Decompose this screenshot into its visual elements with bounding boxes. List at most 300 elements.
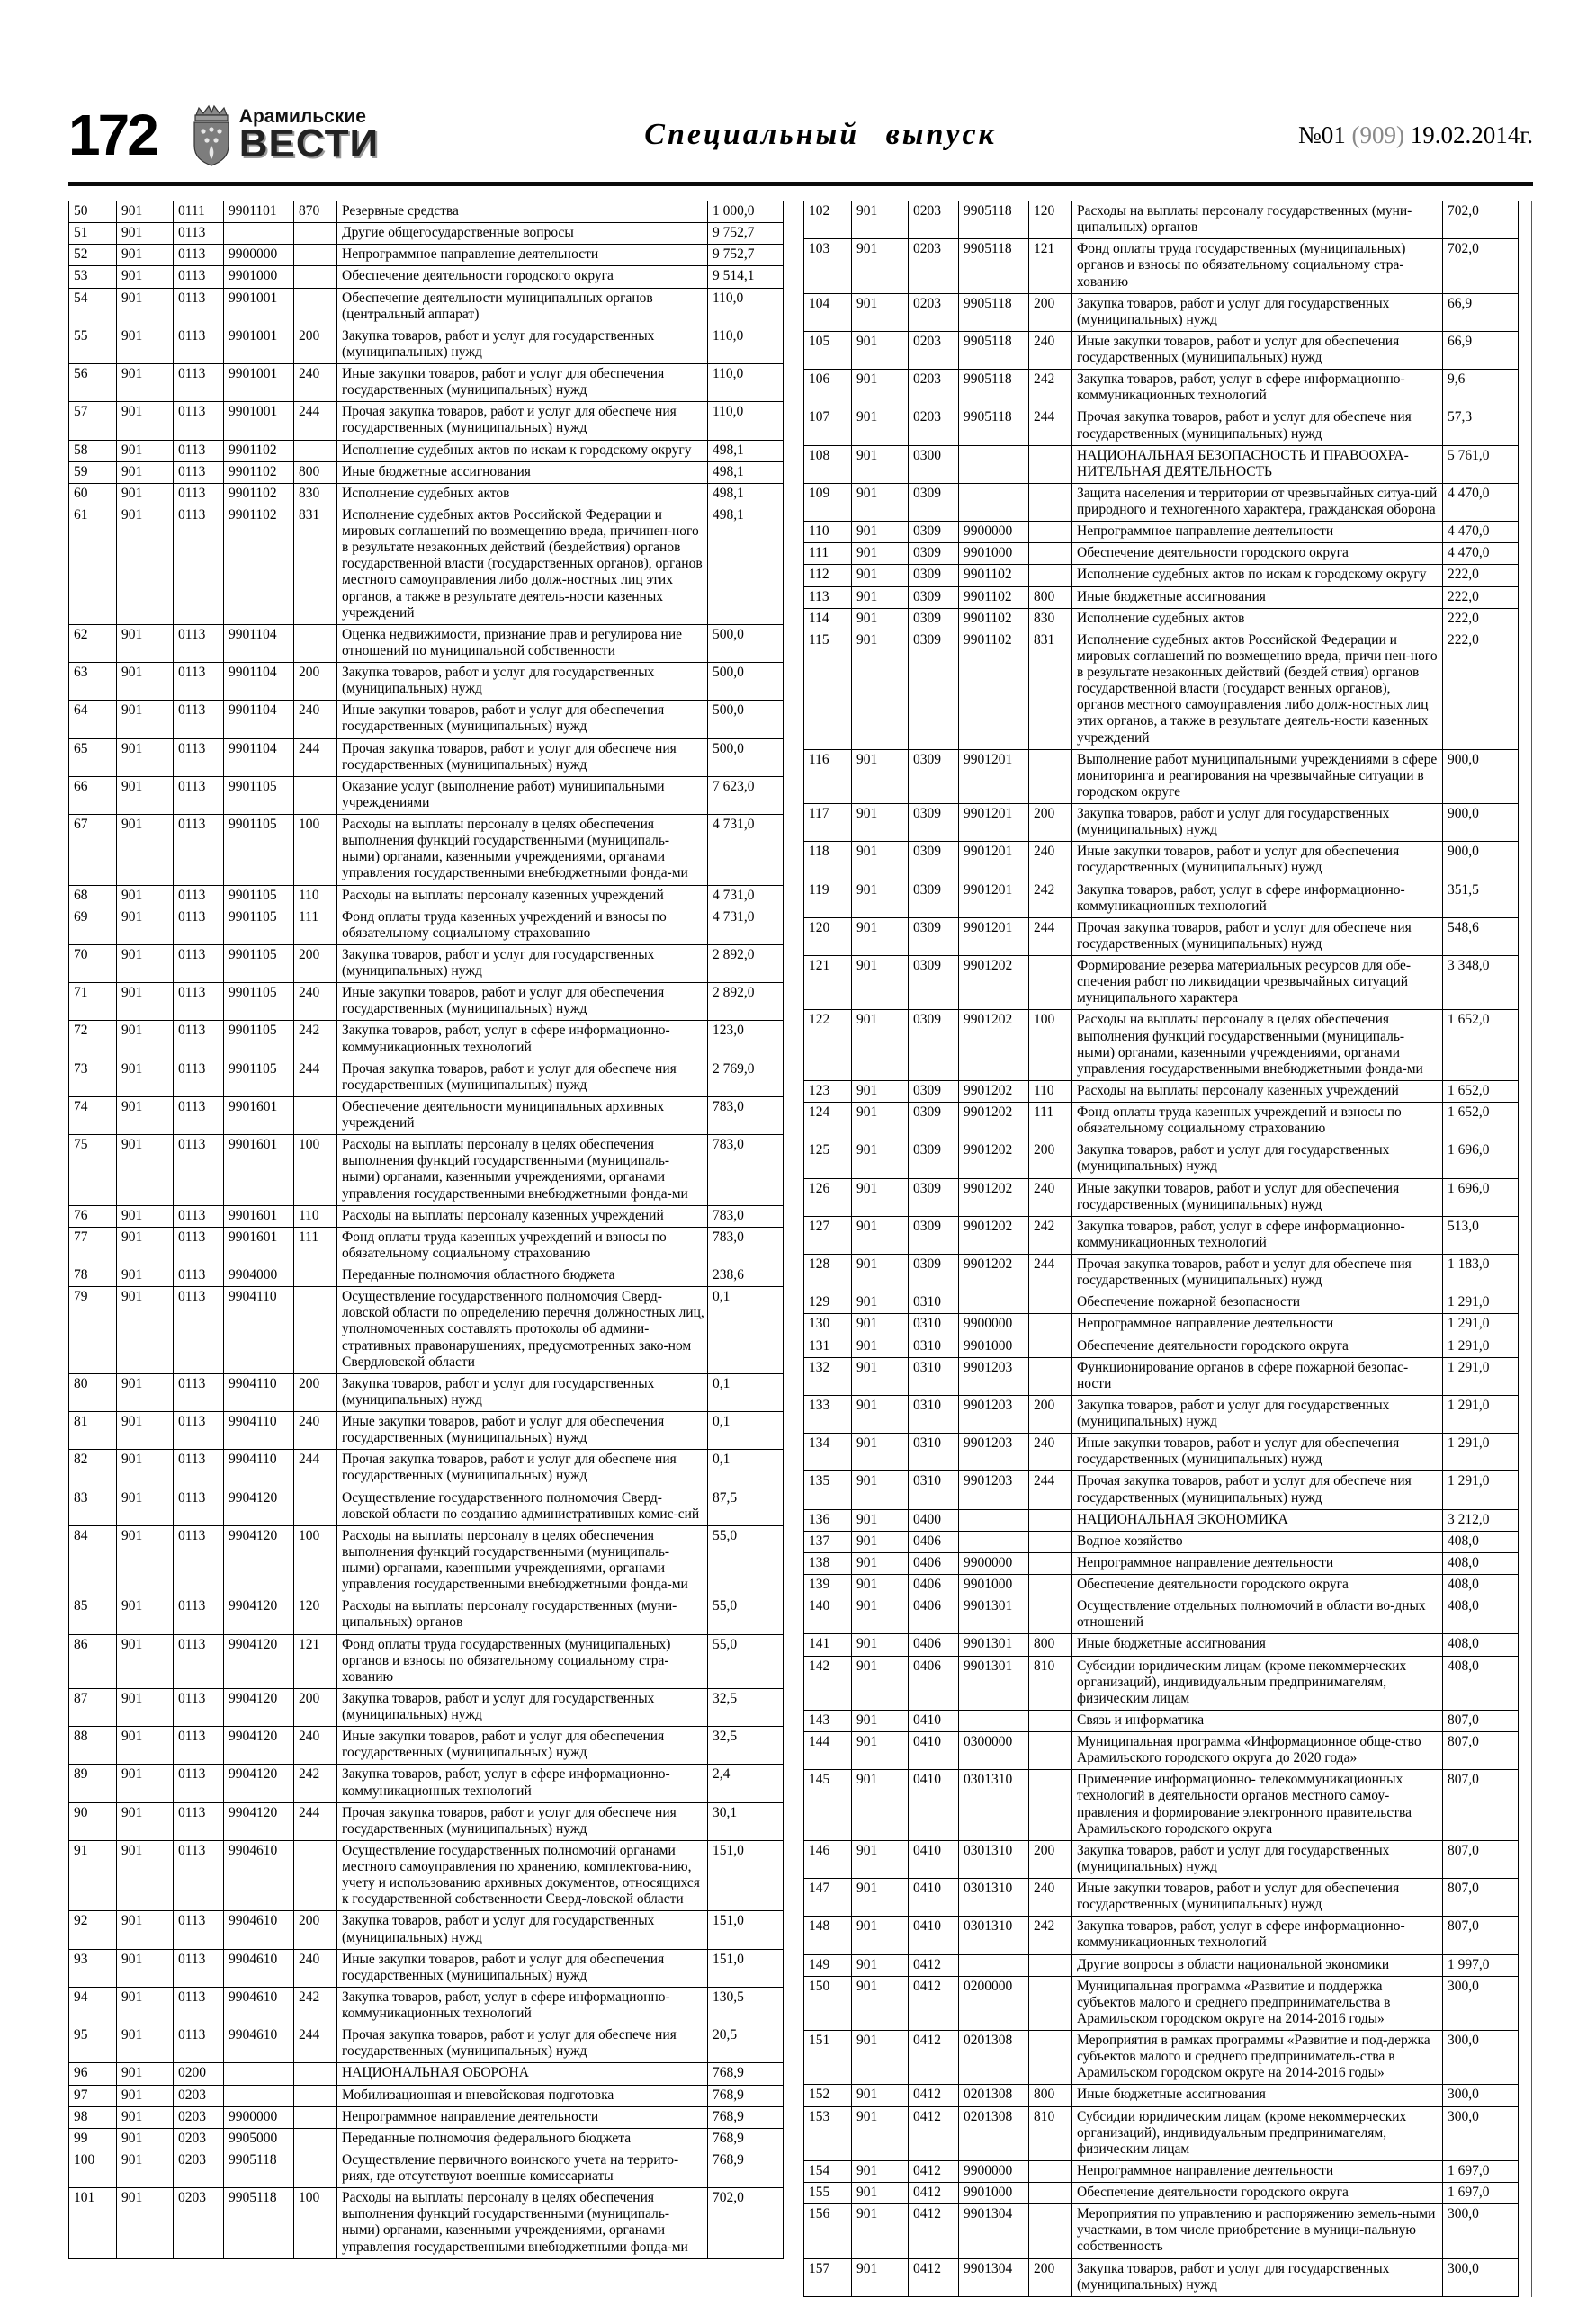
budget-table-left-body <box>69 201 784 2259</box>
cell-row-number: 56 <box>69 364 117 402</box>
cell-grbs-code: 901 <box>852 1954 909 1976</box>
cell-grbs-code: 901 <box>852 880 909 917</box>
cell-expense-name: Мероприятия по управлению и распоряжению земель-ными участками, в том числе приобретение в муници-пальную собственность <box>1072 2204 1443 2258</box>
cell-amount: 498,1 <box>708 440 784 461</box>
cell-section-code: 0309 <box>909 483 959 521</box>
cell-expense-name: Исполнение судебных актов по искам к городскому округу <box>1072 565 1443 586</box>
cell-target-article: 9901202 <box>959 1103 1029 1140</box>
cell-target-article: 9905118 <box>959 293 1029 331</box>
cell-expense-type: 200 <box>294 1911 337 1949</box>
table-row <box>69 1265 784 1287</box>
cell-target-article: 0301310 <box>959 1917 1029 1954</box>
cell-expense-type <box>294 2106 337 2128</box>
cell-section-code: 0111 <box>174 201 224 223</box>
cell-amount: 151,0 <box>708 1949 784 1987</box>
cell-amount: 548,6 <box>1443 917 1519 955</box>
cell-expense-name: Фонд оплаты труда казенных учреждений и взносы по обязательному социальному страхованию <box>337 907 708 944</box>
cell-expense-name: Расходы на выплаты персоналу казенных учреждений <box>1072 1080 1443 1102</box>
cell-section-code: 0113 <box>174 1765 224 1802</box>
cell-row-number: 69 <box>69 907 117 944</box>
cell-expense-type <box>1029 1336 1072 1357</box>
cell-row-number: 86 <box>69 1634 117 1688</box>
cell-expense-type <box>1029 1976 1072 2030</box>
cell-row-number: 155 <box>804 2183 852 2204</box>
cell-grbs-code: 901 <box>117 1205 174 1227</box>
table-row <box>804 1103 1519 1140</box>
cell-expense-name: Закупка товаров, работ и услуг для государственных (муниципальных) нужд <box>337 1688 708 1726</box>
cell-target-article: 9901104 <box>224 663 294 701</box>
issue-info <box>1298 121 1533 149</box>
table-row <box>804 608 1519 630</box>
table-row <box>804 1976 1519 2030</box>
table-row <box>804 1471 1519 1509</box>
cell-section-code: 0412 <box>909 1976 959 2030</box>
cell-row-number: 133 <box>804 1395 852 1433</box>
table-row <box>69 201 784 223</box>
cell-row-number: 132 <box>804 1357 852 1395</box>
cell-section-code: 0113 <box>174 288 224 326</box>
cell-grbs-code: 901 <box>852 842 909 880</box>
cell-amount: 5 761,0 <box>1443 445 1519 483</box>
coat-of-arms-icon <box>187 103 236 167</box>
cell-expense-name: Обеспечение пожарной безопасности <box>1072 1292 1443 1314</box>
cell-grbs-code: 901 <box>852 2183 909 2204</box>
cell-amount: 4 470,0 <box>1443 483 1519 521</box>
cell-grbs-code: 901 <box>117 505 174 624</box>
cell-row-number: 89 <box>69 1765 117 1802</box>
cell-expense-name: Связь и информатика <box>1072 1710 1443 1731</box>
table-row <box>804 880 1519 917</box>
right-margin-rule <box>1531 201 1532 2297</box>
cell-expense-name: Обеспечение деятельности городского округа <box>337 266 708 288</box>
cell-expense-name: Водное хозяйство <box>1072 1531 1443 1552</box>
cell-amount: 66,9 <box>1443 331 1519 369</box>
cell-row-number: 71 <box>69 983 117 1021</box>
cell-section-code: 0113 <box>174 885 224 907</box>
cell-row-number: 80 <box>69 1373 117 1411</box>
cell-amount: 222,0 <box>1443 565 1519 586</box>
cell-row-number: 123 <box>804 1080 852 1102</box>
cell-section-code: 0113 <box>174 1059 224 1096</box>
masthead-title-bottom: ВЕСТИ <box>238 121 380 166</box>
cell-amount: 300,0 <box>1443 2106 1519 2160</box>
cell-row-number: 66 <box>69 776 117 814</box>
cell-row-number: 76 <box>69 1205 117 1227</box>
cell-grbs-code: 901 <box>117 223 174 245</box>
cell-grbs-code: 901 <box>852 1879 909 1917</box>
cell-section-code: 0113 <box>174 1802 224 1840</box>
cell-expense-name: Иные бюджетные ассигнования <box>1072 2085 1443 2106</box>
cell-target-article: 9901105 <box>224 944 294 982</box>
cell-row-number: 144 <box>804 1732 852 1770</box>
cell-grbs-code: 901 <box>852 804 909 842</box>
cell-section-code: 0410 <box>909 1710 959 1731</box>
cell-expense-type <box>1029 1710 1072 1731</box>
cell-amount: 1 652,0 <box>1443 1080 1519 1102</box>
cell-expense-type <box>1029 1732 1072 1770</box>
cell-amount: 2 892,0 <box>708 944 784 982</box>
cell-row-number: 147 <box>804 1879 852 1917</box>
cell-target-article: 9901000 <box>959 1336 1029 1357</box>
cell-expense-type: 200 <box>1029 1840 1072 1878</box>
cell-amount: 9,6 <box>1443 370 1519 407</box>
cell-grbs-code: 901 <box>117 2188 174 2259</box>
cell-row-number: 118 <box>804 842 852 880</box>
cell-expense-name: Иные закупки товаров, работ и услуг для обеспечения государственных (муниципальных) нужд <box>337 983 708 1021</box>
cell-row-number: 79 <box>69 1287 117 1374</box>
cell-expense-name: Обеспечение деятельности городского округа <box>1072 1575 1443 1596</box>
cell-expense-type <box>1029 483 1072 521</box>
cell-expense-name: Иные закупки товаров, работ и услуг для обеспечения государственных (муниципальных) нужд <box>1072 331 1443 369</box>
cell-expense-name: Мероприятия в рамках программы «Развитие и под-держка субъектов малого и среднего предприниматель-ства в Арамильском городском округе на 2014-2016 годы» <box>1072 2031 1443 2085</box>
cell-expense-name: Фонд оплаты труда казенных учреждений и взносы по обязательному социальному страхованию <box>337 1227 708 1265</box>
cell-row-number: 74 <box>69 1096 117 1134</box>
cell-section-code: 0200 <box>174 2063 224 2085</box>
table-row <box>69 701 784 738</box>
cell-target-article: 9901202 <box>959 1080 1029 1102</box>
cell-grbs-code: 901 <box>117 288 174 326</box>
cell-row-number: 154 <box>804 2160 852 2182</box>
table-row <box>69 2128 784 2150</box>
cell-grbs-code: 901 <box>117 776 174 814</box>
cell-section-code: 0309 <box>909 586 959 608</box>
cell-row-number: 137 <box>804 1531 852 1552</box>
cell-row-number: 125 <box>804 1140 852 1178</box>
cell-expense-name: Закупка товаров, работ и услуг для государственных (муниципальных) нужд <box>1072 804 1443 842</box>
cell-amount: 498,1 <box>708 505 784 624</box>
cell-amount: 300,0 <box>1443 1976 1519 2030</box>
cell-expense-name: Обеспечение деятельности муниципальных архивных учреждений <box>337 1096 708 1134</box>
cell-expense-type: 240 <box>294 1412 337 1450</box>
cell-target-article: 9900000 <box>224 2106 294 2128</box>
cell-amount: 1 291,0 <box>1443 1336 1519 1357</box>
cell-target-article: 9901001 <box>224 364 294 402</box>
cell-amount: 9 752,7 <box>708 223 784 245</box>
table-row <box>804 804 1519 842</box>
cell-expense-type <box>294 1265 337 1287</box>
cell-grbs-code: 901 <box>852 608 909 630</box>
cell-target-article: 9904000 <box>224 1265 294 1287</box>
table-row <box>804 630 1519 749</box>
cell-row-number: 130 <box>804 1314 852 1336</box>
cell-amount: 222,0 <box>1443 608 1519 630</box>
cell-target-article: 0301310 <box>959 1770 1029 1841</box>
cell-target-article: 9901301 <box>959 1596 1029 1634</box>
cell-row-number: 149 <box>804 1954 852 1976</box>
cell-amount: 768,9 <box>708 2150 784 2187</box>
cell-section-code: 0113 <box>174 1021 224 1059</box>
table-row <box>69 288 784 326</box>
cell-amount: 1 652,0 <box>1443 1103 1519 1140</box>
cell-target-article: 9905118 <box>959 370 1029 407</box>
table-row <box>69 2188 784 2259</box>
cell-row-number: 84 <box>69 1525 117 1596</box>
cell-section-code: 0113 <box>174 776 224 814</box>
table-row <box>69 776 784 814</box>
cell-section-code: 0309 <box>909 1216 959 1254</box>
cell-row-number: 63 <box>69 663 117 701</box>
cell-target-article: 9901102 <box>959 565 1029 586</box>
cell-row-number: 94 <box>69 1987 117 2025</box>
cell-amount: 807,0 <box>1443 1879 1519 1917</box>
cell-amount: 2 892,0 <box>708 983 784 1021</box>
cell-grbs-code: 901 <box>852 917 909 955</box>
cell-expense-type: 120 <box>1029 201 1072 239</box>
cell-section-code: 0310 <box>909 1395 959 1433</box>
table-row <box>69 1802 784 1840</box>
cell-section-code: 0113 <box>174 815 224 886</box>
cell-amount: 4 470,0 <box>1443 543 1519 565</box>
table-row <box>804 917 1519 955</box>
cell-target-article: 9901105 <box>224 983 294 1021</box>
cell-section-code: 0412 <box>909 2106 959 2160</box>
cell-amount: 498,1 <box>708 483 784 505</box>
cell-grbs-code: 901 <box>852 1634 909 1656</box>
table-row <box>69 1840 784 1911</box>
table-row <box>69 483 784 505</box>
cell-expense-type: 810 <box>1029 2106 1072 2160</box>
cell-target-article: 9901105 <box>224 1021 294 1059</box>
cell-expense-type <box>1029 749 1072 803</box>
cell-expense-type <box>1029 1552 1072 1574</box>
cell-target-article: 0200000 <box>959 1976 1029 2030</box>
cell-expense-type: 200 <box>294 326 337 363</box>
cell-target-article: 9904610 <box>224 1987 294 2025</box>
cell-amount: 807,0 <box>1443 1840 1519 1878</box>
cell-expense-name: Муниципальная программа «Развитие и поддержка субъектов малого и среднего предпринимательства в Арамильском городском округе на 2014-2016 годы» <box>1072 1976 1443 2030</box>
cell-expense-name: Закупка товаров, работ и услуг для государственных (муниципальных) нужд <box>337 663 708 701</box>
cell-expense-type: 244 <box>1029 1471 1072 1509</box>
cell-row-number: 107 <box>804 407 852 445</box>
cell-expense-type: 244 <box>294 402 337 440</box>
cell-expense-type <box>1029 2160 1072 2182</box>
cell-row-number: 93 <box>69 1949 117 1987</box>
cell-row-number: 116 <box>804 749 852 803</box>
cell-row-number: 75 <box>69 1135 117 1206</box>
cell-section-code: 0203 <box>174 2085 224 2106</box>
cell-expense-name: Иные закупки товаров, работ и услуг для обеспечения государственных (муниципальных) нужд <box>337 364 708 402</box>
cell-expense-name: Переданные полномочия федерального бюджета <box>337 2128 708 2150</box>
cell-target-article: 9904110 <box>224 1373 294 1411</box>
cell-row-number: 91 <box>69 1840 117 1911</box>
masthead-title-top: Арамильские <box>238 106 366 128</box>
cell-section-code: 0309 <box>909 1103 959 1140</box>
cell-amount: 87,5 <box>708 1488 784 1525</box>
cell-section-code: 0113 <box>174 2025 224 2063</box>
cell-section-code: 0113 <box>174 1840 224 1911</box>
cell-grbs-code: 901 <box>117 738 174 776</box>
cell-row-number: 103 <box>804 239 852 293</box>
cell-grbs-code: 901 <box>852 1710 909 1731</box>
cell-grbs-code: 901 <box>852 201 909 239</box>
cell-amount: 500,0 <box>708 624 784 662</box>
cell-section-code: 0410 <box>909 1732 959 1770</box>
cell-row-number: 111 <box>804 543 852 565</box>
cell-target-article: 9901301 <box>959 1634 1029 1656</box>
cell-amount: 900,0 <box>1443 749 1519 803</box>
cell-expense-type <box>1029 956 1072 1010</box>
cell-amount: 4 731,0 <box>708 885 784 907</box>
cell-expense-type: 240 <box>294 1949 337 1987</box>
cell-section-code: 0310 <box>909 1471 959 1509</box>
cell-target-article: 9905118 <box>959 239 1029 293</box>
table-row <box>69 1373 784 1411</box>
cell-target-article: 9901001 <box>224 402 294 440</box>
cell-amount: 32,5 <box>708 1727 784 1765</box>
cell-expense-name: Закупка товаров, работ, услуг в сфере информационно-коммуникационных технологий <box>1072 370 1443 407</box>
cell-expense-type: 800 <box>1029 2085 1072 2106</box>
cell-grbs-code: 901 <box>852 1010 909 1081</box>
cell-expense-type <box>294 2150 337 2187</box>
cell-row-number: 59 <box>69 461 117 483</box>
page-header <box>68 97 1533 173</box>
cell-expense-type: 244 <box>1029 1255 1072 1292</box>
cell-section-code: 0310 <box>909 1357 959 1395</box>
table-row <box>804 2085 1519 2106</box>
cell-expense-name: Закупка товаров, работ и услуг для государственных (муниципальных) нужд <box>1072 1840 1443 1878</box>
cell-row-number: 97 <box>69 2085 117 2106</box>
cell-row-number: 135 <box>804 1471 852 1509</box>
cell-amount: 66,9 <box>1443 293 1519 331</box>
cell-section-code: 0113 <box>174 1596 224 1634</box>
cell-section-code: 0113 <box>174 440 224 461</box>
cell-expense-name: Закупка товаров, работ и услуг для государственных (муниципальных) нужд <box>1072 1140 1443 1178</box>
cell-target-article: 0301310 <box>959 1879 1029 1917</box>
cell-grbs-code: 901 <box>852 1840 909 1878</box>
cell-expense-name: Закупка товаров, работ и услуг для государственных (муниципальных) нужд <box>337 1373 708 1411</box>
cell-grbs-code: 901 <box>117 1450 174 1488</box>
cell-target-article <box>959 483 1029 521</box>
table-row <box>69 266 784 288</box>
table-row <box>804 1732 1519 1770</box>
cell-amount: 1 291,0 <box>1443 1395 1519 1433</box>
cell-amount: 1 997,0 <box>1443 1954 1519 1976</box>
cell-grbs-code: 901 <box>852 1336 909 1357</box>
table-row <box>804 370 1519 407</box>
cell-row-number: 150 <box>804 1976 852 2030</box>
cell-expense-type: 800 <box>1029 1634 1072 1656</box>
table-row <box>69 815 784 886</box>
cell-grbs-code: 901 <box>117 2128 174 2150</box>
issue-date: 19.02.2014г. <box>1403 121 1533 148</box>
cell-expense-type: 120 <box>294 1596 337 1634</box>
table-row <box>804 1575 1519 1596</box>
cell-row-number: 152 <box>804 2085 852 2106</box>
cell-section-code: 0309 <box>909 522 959 543</box>
cell-expense-type <box>294 624 337 662</box>
table-row <box>804 1314 1519 1336</box>
cell-amount: 222,0 <box>1443 586 1519 608</box>
cell-target-article: 9901201 <box>959 917 1029 955</box>
table-row <box>804 2183 1519 2204</box>
cell-expense-name: НАЦИОНАЛЬНАЯ БЕЗОПАСНОСТЬ И ПРАВООХРА-НИТЕЛЬНАЯ ДЕЯТЕЛЬНОСТЬ <box>1072 445 1443 483</box>
cell-expense-type <box>294 2085 337 2106</box>
table-row <box>804 1509 1519 1531</box>
cell-row-number: 105 <box>804 331 852 369</box>
cell-grbs-code: 901 <box>852 407 909 445</box>
cell-expense-type: 111 <box>294 1227 337 1265</box>
cell-section-code: 0309 <box>909 543 959 565</box>
cell-grbs-code: 901 <box>852 1509 909 1531</box>
cell-expense-type: 240 <box>294 1727 337 1765</box>
cell-target-article: 9904110 <box>224 1412 294 1450</box>
table-row <box>804 1917 1519 1954</box>
cell-row-number: 114 <box>804 608 852 630</box>
cell-grbs-code: 901 <box>852 2204 909 2258</box>
cell-target-article <box>959 1710 1029 1731</box>
cell-amount: 768,9 <box>708 2085 784 2106</box>
cell-amount: 900,0 <box>1443 842 1519 880</box>
cell-grbs-code: 901 <box>852 586 909 608</box>
cell-amount: 408,0 <box>1443 1656 1519 1710</box>
cell-amount: 222,0 <box>1443 630 1519 749</box>
cell-section-code: 0113 <box>174 1412 224 1450</box>
cell-grbs-code: 901 <box>117 907 174 944</box>
cell-expense-type: 200 <box>294 1688 337 1726</box>
table-row <box>804 1596 1519 1634</box>
table-row <box>804 1010 1519 1081</box>
cell-row-number: 136 <box>804 1509 852 1531</box>
table-row <box>69 1227 784 1265</box>
cell-section-code: 0406 <box>909 1634 959 1656</box>
cell-target-article: 9901601 <box>224 1227 294 1265</box>
table-row <box>69 364 784 402</box>
cell-row-number: 52 <box>69 245 117 266</box>
cell-target-article: 9901102 <box>959 586 1029 608</box>
cell-grbs-code: 901 <box>852 1292 909 1314</box>
table-row <box>69 1911 784 1949</box>
cell-row-number: 53 <box>69 266 117 288</box>
cell-section-code: 0309 <box>909 630 959 749</box>
cell-expense-name: Исполнение судебных актов по искам к городскому округу <box>337 440 708 461</box>
cell-grbs-code: 901 <box>852 1732 909 1770</box>
cell-expense-name: Функционирование органов в сфере пожарной безопас-ности <box>1072 1357 1443 1395</box>
table-row <box>69 2106 784 2128</box>
cell-grbs-code: 901 <box>117 1949 174 1987</box>
cell-expense-type <box>1029 543 1072 565</box>
cell-grbs-code: 901 <box>117 1373 174 1411</box>
issue-title: Специальный выпуск <box>644 118 997 151</box>
cell-row-number: 140 <box>804 1596 852 1634</box>
table-row <box>69 326 784 363</box>
table-row <box>804 239 1519 293</box>
cell-target-article: 9901105 <box>224 776 294 814</box>
cell-grbs-code: 901 <box>117 1596 174 1634</box>
cell-row-number: 67 <box>69 815 117 886</box>
cell-expense-type: 200 <box>1029 2258 1072 2296</box>
table-row <box>804 1434 1519 1471</box>
cell-target-article: 9901102 <box>959 630 1029 749</box>
cell-expense-name: Муниципальная программа «Информационное обще-ство Арамильского городского округа до 2020 года» <box>1072 1732 1443 1770</box>
cell-expense-name: Прочая закупка товаров, работ и услуг для обеспече ния государственных (муниципальных) нужд <box>337 738 708 776</box>
cell-target-article: 9905118 <box>224 2150 294 2187</box>
table-row <box>69 440 784 461</box>
cell-section-code: 0410 <box>909 1917 959 1954</box>
cell-expense-name: НАЦИОНАЛЬНАЯ ЭКОНОМИКА <box>1072 1509 1443 1531</box>
table-row <box>69 983 784 1021</box>
cell-grbs-code: 901 <box>852 1395 909 1433</box>
cell-section-code: 0309 <box>909 565 959 586</box>
budget-table-left <box>68 201 784 2259</box>
cell-section-code: 0406 <box>909 1656 959 1710</box>
cell-grbs-code: 901 <box>852 1103 909 1140</box>
cell-grbs-code: 901 <box>117 1634 174 1688</box>
table-row <box>804 1634 1519 1656</box>
cell-grbs-code: 901 <box>117 701 174 738</box>
cell-amount: 783,0 <box>708 1096 784 1134</box>
table-row <box>804 1879 1519 1917</box>
cell-amount: 351,5 <box>1443 880 1519 917</box>
